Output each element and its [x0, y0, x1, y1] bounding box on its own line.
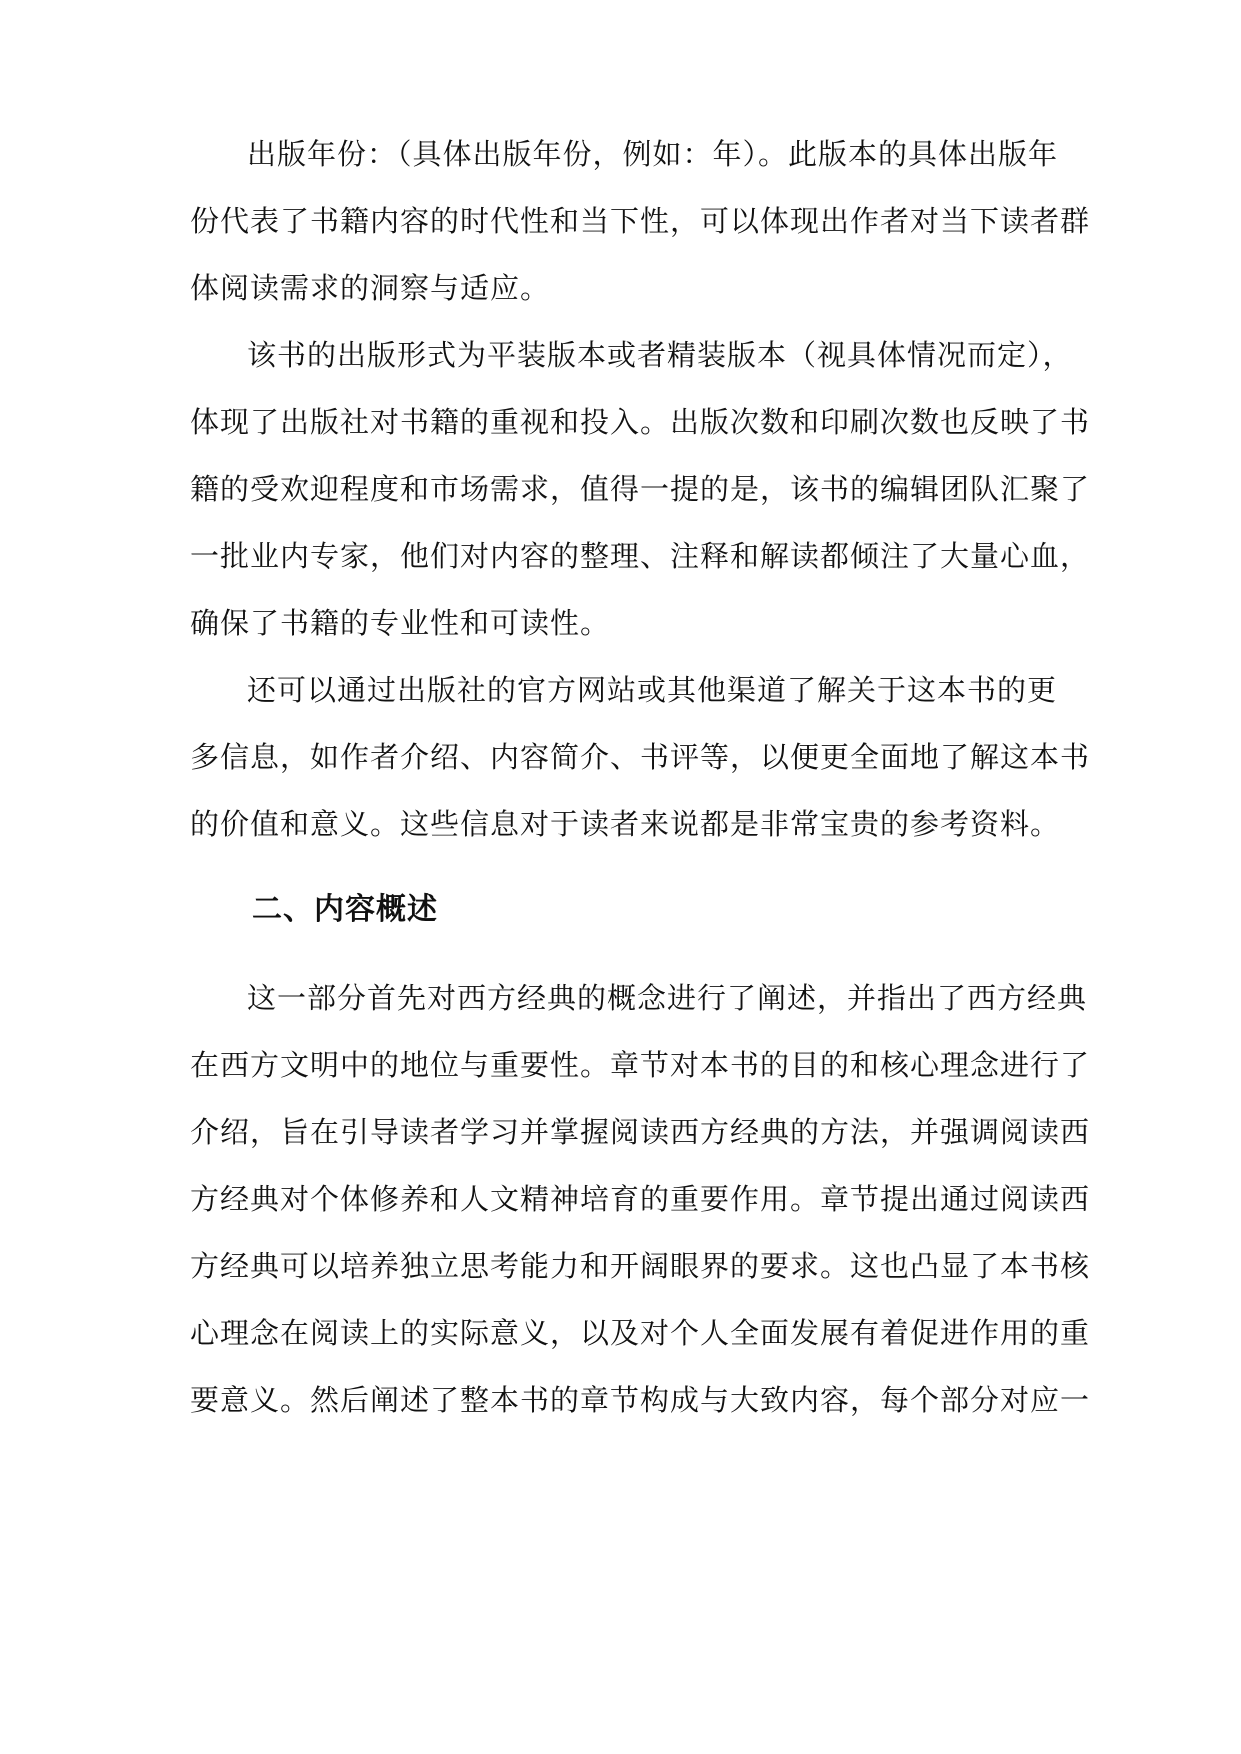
paragraph-line: 这一部分首先对西方经典的概念进行了阐述，并指出了西方经典	[247, 981, 1088, 1015]
section-heading: 二、内容概述	[252, 892, 438, 927]
paragraph-line: 出版年份：（具体出版年份，例如：年）。此版本的具体出版年	[247, 137, 1059, 171]
paragraph-line: 籍的受欢迎程度和市场需求，值得一提的是，该书的编辑团队汇聚了	[190, 472, 1091, 506]
paragraph-line: 方经典对个体修养和人文精神培育的重要作用。章节提出通过阅读西	[190, 1182, 1091, 1216]
paragraph-line: 要意义。然后阐述了整本书的章节构成与大致内容，每个部分对应一	[190, 1383, 1091, 1417]
paragraph-line: 介绍，旨在引导读者学习并掌握阅读西方经典的方法，并强调阅读西	[190, 1115, 1091, 1149]
paragraph-line: 多信息，如作者介绍、内容简介、书评等，以便更全面地了解这本书	[190, 740, 1091, 774]
paragraph-line: 还可以通过出版社的官方网站或其他渠道了解关于这本书的更	[247, 673, 1058, 707]
paragraph-line: 份代表了书籍内容的时代性和当下性，可以体现出作者对当下读者群	[190, 204, 1091, 238]
paragraph-line: 方经典可以培养独立思考能力和开阔眼界的要求。这也凸显了本书核	[190, 1249, 1091, 1283]
paragraph-line: 体阅读需求的洞察与适应。	[190, 271, 551, 305]
paragraph-line: 确保了书籍的专业性和可读性。	[190, 606, 611, 640]
paragraph-line: 的价值和意义。这些信息对于读者来说都是非常宝贵的参考资料。	[190, 807, 1061, 841]
paragraph-line: 体现了出版社对书籍的重视和投入。出版次数和印刷次数也反映了书	[190, 405, 1091, 439]
paragraph-line: 一批业内专家，他们对内容的整理、注释和解读都倾注了大量心血，	[190, 539, 1091, 573]
paragraph-line: 该书的出版形式为平装版本或者精装版本（视具体情况而定），	[247, 338, 1073, 372]
paragraph-line: 心理念在阅读上的实际意义，以及对个人全面发展有着促进作用的重	[190, 1316, 1091, 1350]
paragraph-line: 在西方文明中的地位与重要性。章节对本书的目的和核心理念进行了	[190, 1048, 1091, 1082]
